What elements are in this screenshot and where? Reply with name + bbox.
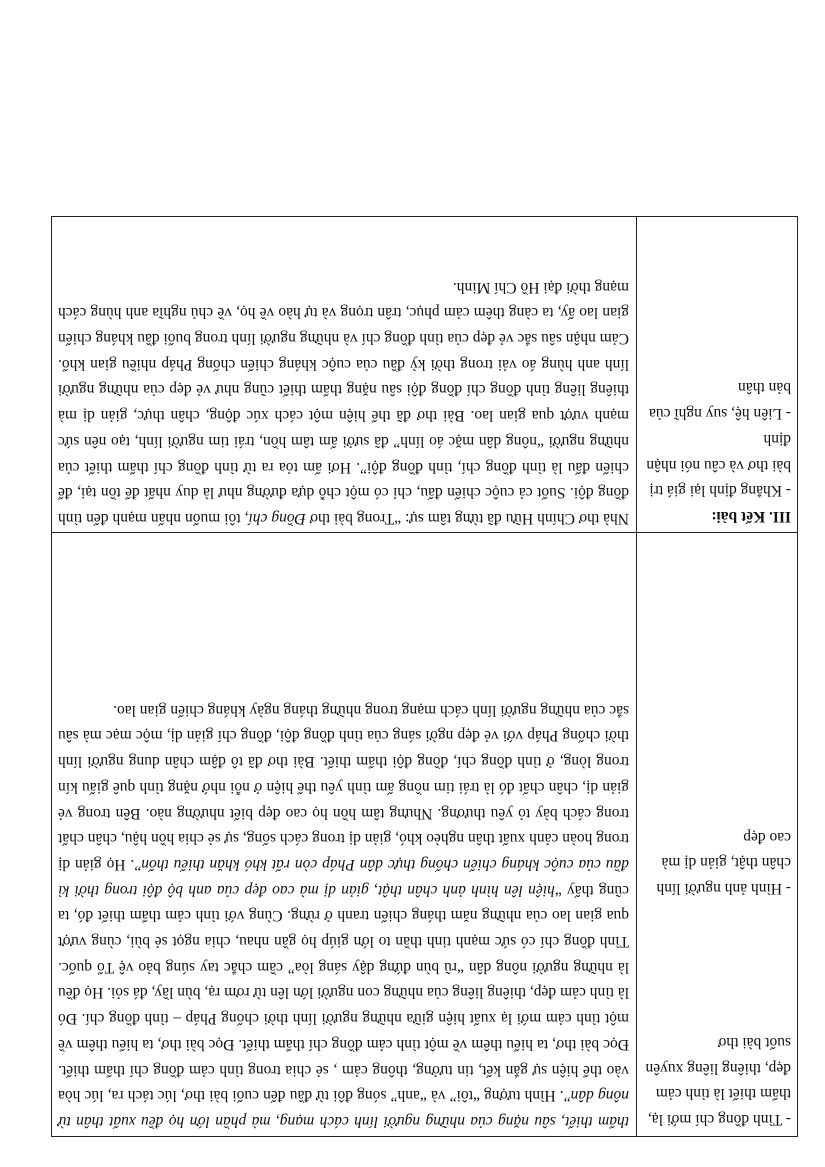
outline-table [51,216,798,1137]
row1-italic-quote-1: thẩm thiết, sâu nặng của những người lính cách mạng, mà phần lớn họ đều xuất thân từ nông dân [58,1087,629,1130]
row2-left-cell [637,215,797,533]
row1-right-cell [50,533,637,1136]
row2-left-point-2: - Liên hệ, suy nghĩ của bản thân [648,379,791,423]
row1-left-point-2: - Hình ảnh người lính chân thật, giản dị mà cao đẹp [656,828,791,898]
row1-italic-quote-2: hiện lên hình ảnh chân thật, giản dị mà cao đẹp của anh bộ đội trong thời kì đầu của cuộc kháng chiến chống thực dân Pháp còn rất khó khăn thiếu thốn [58,855,629,899]
row1-left-point-1: - Tình đồng chí mới lạ, thẩm thiết là tình cảm đẹp, thiêng liêng xuyên suốt bài thơ [645,1033,791,1128]
row1-text-1: ”. Hình tượng “tôi” và “anh” sóng đôi từ đầu đến cuối bài thơ, lúc tách ra, lúc hòa vào thể hiện sự gắn kết, tin tưởng, thông cảm , sẻ chia trong tình cảm đồng chí thẩm thiết. Đọc bài thơ, ta hiểu thêm về một tình cảm đồng chí thẩm thiết. Đọc bài thơ, ta hiểu thêm về một tình cảm mới lạ xuất hiện giữa những người lính thời chống Pháp – tình đồng chí. Đó là tình cảm đẹp, thiêng liêng của những con người lớn lên từ rơm rạ, bùn lầy, đá sỏi. Họ đều là những người nông dân “rũ bùn đứng dậy sáng lòa” cầm chắc tay súng bảo vệ Tổ quốc. Tình đồng chí có sức mạnh tinh thần to lớn giúp họ gần nhau, chia ngọt sẻ bùi, cùng vượt qua gian lao của những năm tháng chiến tranh ở rừng. Cùng với tình cảm thẩm thiết đó, ta cũng thấy “ [57,881,629,1105]
row1-left-spacer [643,901,791,1029]
row1-text-2: ”. Họ giản dị trong hoàn cảnh xuất thân nghèo khó, giản dị trong cách sống, sự sẻ chia hồn hậu, chân chất trong cách bày tỏ yêu thương. Nhưng tâm hồn họ cao đẹp biết nhường nào. Bên trong vẻ giản dị, chân chất đó là trái tim nồng ấm tình yêu thể hiện ở nỗi nhớ nặng tình quê giấu kín trong lòng, ở tình đồng chí, đồng đội thẩm thiết. Bài thơ đã tô đậm chân dung người lính thời chống Pháp với vẻ đẹp ngời sáng của tình đồng đội, đồng chí giản dị, mộc mạc mà sâu sắc của những người lính cách mạng trong những tháng ngày kháng chiến gian lao. [58,701,629,873]
row1-left-cell [637,533,797,1136]
conclusion-heading: III. Kết bài: [711,508,791,525]
row2-text-2: , tôi muốn nhấn mạnh đến tình đồng đội. Suốt cả cuộc chiến đấu, chỉ có một chỗ dựa đường như là duy nhất để tồn tại, để chiến đấu là tình đồng chí, tình đồng đội”. Hơi ấm tỏa ra từ tình đồng chí thẩm thiết của những người “nông dân mặc áo lính” đã sưởi ấm tâm hồn, trái tim người lính, tạo nên sức mạnh vượt qua gian lao. Bài thơ đã thể hiện một cách xúc động, chân thực, giản dị mà thiêng liêng tình đồng chí đồng đội sâu nặng thẩm thiết cũng như vẻ đẹp của những người lính anh hùng áo vải trong thời kỳ đầu của cuộc kháng chiến chống Pháp nhiều gian khổ. Cảm nhận sâu sắc vẻ đẹp của tình đồng chí và những người lính trong buổi đầu kháng chiến gian lao ấy, ta càng thêm cảm phục, trân trọng và tự hào về họ, về chủ nghĩa anh hùng cách mạng thời đại Hồ Chí Minh. [58,278,629,527]
row2-right-cell [50,215,637,533]
poem-title: Đồng chí [248,510,306,527]
row2-left-point-1: - Khẳng định lại giá trị bài thơ và câu nói nhận định [646,430,791,500]
row2-text-1: Nhà thơ Chính Hữu đã từng tâm sự: “Trong bài thơ [305,510,629,527]
row1-paragraph [58,697,629,1134]
row2-paragraph [58,274,629,531]
